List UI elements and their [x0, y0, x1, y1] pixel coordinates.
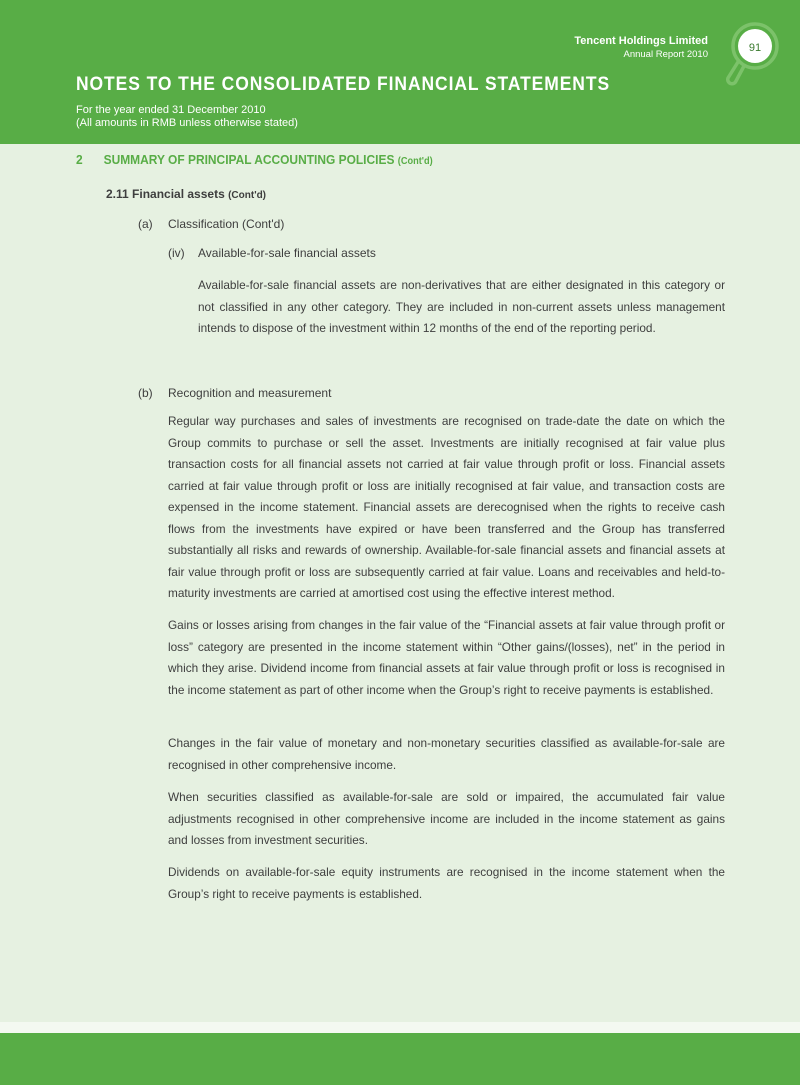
period-subtitle: For the year ended 31 December 2010	[76, 104, 266, 116]
item-a-heading	[138, 217, 284, 231]
item-iv-paragraph: Available-for-sale financial assets are non-derivatives that are either designated in this category or not classified in any other category. They are included in non-current assets unless management intends to dispose of the investment within 12 months of the end of the reporting period.	[198, 278, 725, 335]
subsection-heading	[106, 187, 266, 201]
item-iv-title: Available-for-sale financial assets	[198, 246, 376, 260]
section-title: SUMMARY OF PRINCIPAL ACCOUNTING POLICIES	[103, 152, 395, 167]
report-name: Annual Report 2010	[623, 49, 708, 60]
item-b-paragraph-1: Regular way purchases and sales of investments are recognised on trade-date the date on which the Group commits to purchase or sell the asset. Investments are initially recognised at fair value plus transaction costs for all financial assets not carried at fair value through profit or loss. Financial assets carried at fair value through profit or loss are initially recognised at fair value, and transaction costs are expensed in the income statement. Financial assets are derecognised when the rights to receive cash flows from the investments have expired or have been transferred and the Group has transferred substantially all risks and rewards of ownership. Available-for-sale financial assets and financial assets at fair value through profit or loss are subsequently carried at fair value. Loans and receivables and held-to-maturity investments are carried at amortised cost using the effective interest method.	[168, 414, 725, 600]
page-title: NOTES TO THE CONSOLIDATED FINANCIAL STATEMENTS	[76, 74, 611, 95]
company-name: Tencent Holdings Limited	[574, 35, 708, 47]
page-header	[0, 0, 800, 144]
item-iv-marker: (iv)	[168, 246, 185, 260]
currency-subtitle: (All amounts in RMB unless otherwise stated)	[76, 117, 298, 129]
item-a-title: Classification (Cont'd)	[168, 217, 285, 231]
item-iv-heading	[168, 246, 376, 260]
section-number: 2	[76, 152, 83, 167]
item-a-marker: (a)	[138, 217, 153, 231]
item-b-marker: (b)	[138, 386, 153, 400]
page-footer	[0, 1033, 800, 1085]
item-b-paragraph-2: Gains or losses arising from changes in the fair value of the “Financial assets at fair value through profit or loss” category are presented in the income statement within “Other gains/(losses), net” in the period in which they arise. Dividend income from financial assets at fair value through profit or loss is recognised in the income statement as part of other income when the Group’s right to receive payments is established.	[168, 618, 725, 697]
item-b-title: Recognition and measurement	[168, 386, 332, 400]
item-b-paragraph-4: When securities classified as available-for-sale are sold or impaired, the accumulated fair value adjustments recognised in other comprehensive income are included in the income statement as gains and losses from investment securities.	[168, 790, 725, 847]
page-number: 91	[748, 42, 762, 54]
section-contd: (Cont'd)	[397, 156, 433, 167]
section-heading	[76, 152, 433, 167]
item-b-heading	[138, 386, 331, 400]
subsection-title: 2.11 Financial assets	[106, 187, 225, 201]
item-b-paragraph-3: Changes in the fair value of monetary and non-monetary securities classified as available-for-sale are recognised in other comprehensive income.	[168, 736, 725, 772]
item-b-paragraph-5: Dividends on available-for-sale equity instruments are recognised in the income statement when the Group’s right to receive payments is established.	[168, 865, 725, 901]
footer-divider	[0, 1022, 800, 1033]
subsection-contd: (Cont'd)	[228, 190, 267, 201]
